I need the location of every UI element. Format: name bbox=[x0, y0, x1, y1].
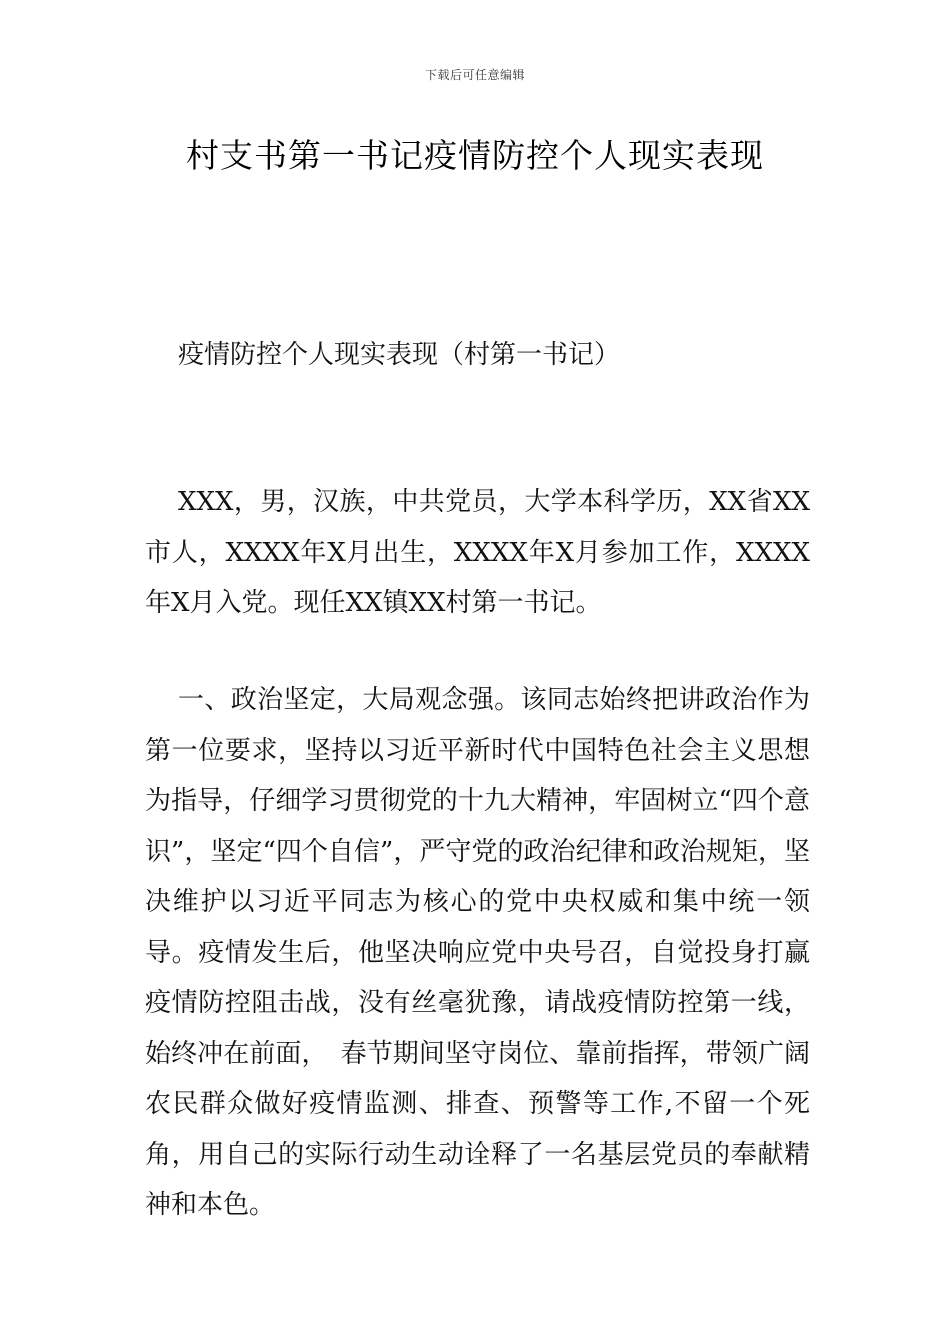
paragraph-political-stance: 一、政治坚定，大局观念强。该同志始终把讲政治作为第一位要求，坚持以习近平新时代中国特色社会主义思想为指导，仔细学习贯彻党的十九大精神，牢固树立“四个意识”，坚定“四个自信”，严守党的政治纪律和政治规矩，坚决维护以习近平同志为核心的党中央权威和集中统一领导。疫情发生后，他坚决响应党中央号召，自觉投身打赢疫情防控阻击战，没有丝毫犹豫，请战疫情防控第一线，始终冲在前面， 春节期间坚守岗位、靠前指挥，带领广阔农民群众做好疫情监测、排查、预警等工作,不留一个死角，用自己的实际行动生动诠释了一名基层党员的奉献精神和本色。 bbox=[145, 685, 810, 1220]
document-title: 村支书第一书记疫情防控个人现实表现 bbox=[186, 136, 764, 175]
document-subtitle: 疫情防控个人现实表现（村第一书记） bbox=[178, 340, 621, 370]
header-note: 下载后可任意编辑 bbox=[424, 68, 525, 82]
paragraph-profile: XXX，男，汉族，中共党员，大学本科学历，XX省XX市人，XXXX年X月出生，XXXX年X月参加工作，XXXX年X月入党。现任XX镇XX村第一书记。 bbox=[145, 487, 810, 618]
